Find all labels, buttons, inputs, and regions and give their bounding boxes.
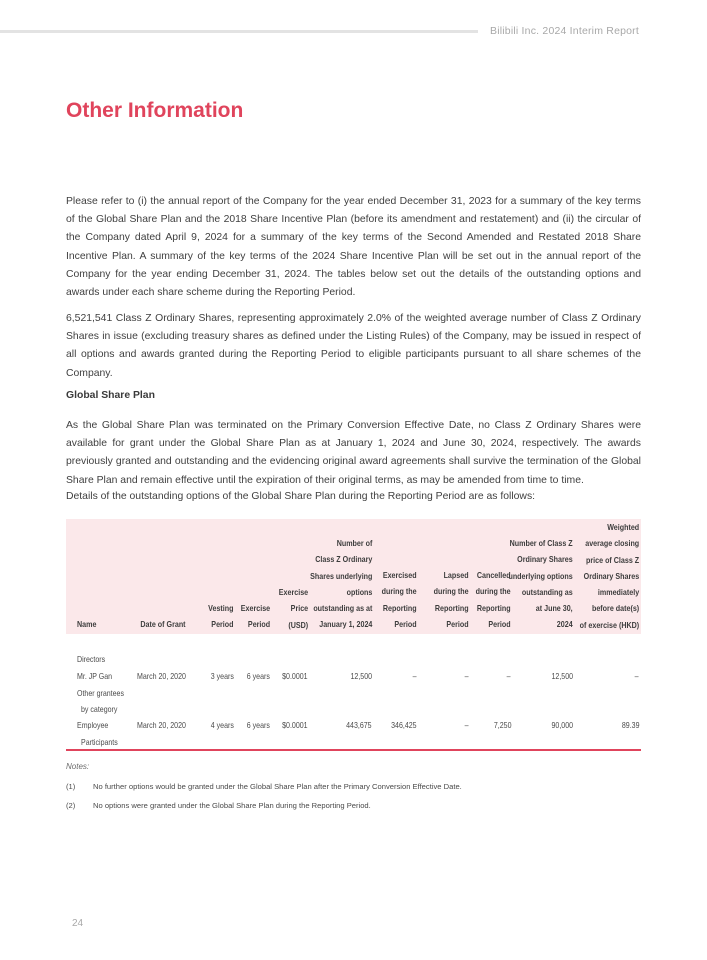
header-cancelled: Cancelled during the Reporting Period xyxy=(476,570,511,629)
note-number: (1) xyxy=(66,782,76,791)
header-lapsed: Lapsed during the Reporting Period xyxy=(434,570,469,629)
group-label-directors: Directors xyxy=(77,655,106,664)
row-date: March 20, 2020 xyxy=(137,721,186,730)
group-label-other-grantees: Other grantees xyxy=(77,689,124,698)
header-weighted-price: Weighted average closing price of Class Z Ordinary Shares immediately before date(s) of exercise (HKD) xyxy=(579,522,639,630)
page-number: 24 xyxy=(72,918,84,929)
section-heading: Global Share Plan xyxy=(66,390,155,401)
row-lapsed: – xyxy=(465,672,469,681)
table-bottom-rule xyxy=(66,749,641,751)
row-opening: 443,675 xyxy=(346,721,372,730)
row-cancelled: 7,250 xyxy=(493,721,511,730)
row-name: Mr. JP Gan xyxy=(77,672,113,681)
details-paragraph: Details of the outstanding options of the Global Share Plan during the Reporting Period are as follows: xyxy=(66,491,536,502)
row-name: Employee xyxy=(77,721,109,730)
header-opening-balance: Number of Class Z Ordinary Shares underlying options outstanding as at January 1, 2024 xyxy=(309,538,372,630)
row-price: $0.0001 xyxy=(282,672,308,681)
row-weighted: 89.39 xyxy=(621,721,639,730)
row-vesting: 3 years xyxy=(210,672,234,681)
row-exercise-period: 6 years xyxy=(246,721,270,730)
row-exercised: 346,425 xyxy=(391,721,417,730)
page-title: Other Information xyxy=(66,99,244,122)
report-title: Bilibili Inc. 2024 Interim Report xyxy=(490,25,639,37)
header-rule xyxy=(0,30,478,33)
notes-title: Notes: xyxy=(66,762,90,771)
row-weighted: – xyxy=(635,672,639,681)
note-text: No options were granted under the Global Share Plan during the Reporting Period. xyxy=(93,801,371,810)
row-exercised: – xyxy=(413,672,417,681)
note-item xyxy=(66,782,462,791)
note-text: No further options would be granted under the Global Share Plan after the Primary Conversion Effective Date. xyxy=(93,782,462,791)
plan-paragraph: As the Global Share Plan was terminated on the Primary Conversion Effective Date, no Class Z Ordinary Shares were available for grant under the Global Share Plan as at January 1, 2024 and June 30, 2024, respectively. The awards previously granted and outstanding and the evidencing original award agreements shall survive the termination of the Global Share Plan and remain effective until the expiration of their original terms, as may be amended from time to time. xyxy=(66,420,641,486)
header-vesting: Vesting Period xyxy=(208,603,234,630)
row-date: March 20, 2020 xyxy=(137,672,186,681)
shares-paragraph: 6,521,541 Class Z Ordinary Shares, representing approximately 2.0% of the weighted average number of Class Z Ordinary Shares in issue (excluding treasury shares as defined under the Listing Rules) of the Company, may be issued in respect of all options and awards granted during the Reporting Period to eligible participants pursuant to all share schemes of the Company. xyxy=(66,313,641,379)
header-closing-balance: Number of Class Z Ordinary Shares underlying options outstanding as at June 30, 2024 xyxy=(508,538,573,630)
note-item xyxy=(66,801,371,810)
row-closing: 90,000 xyxy=(551,721,573,730)
row-lapsed: – xyxy=(465,721,469,730)
row-closing: 12,500 xyxy=(551,672,573,681)
header-date: Date of Grant xyxy=(140,619,186,629)
row-cancelled: – xyxy=(507,672,511,681)
header-exercise-price: Exercise Price (USD) xyxy=(278,587,308,630)
row-exercise-period: 6 years xyxy=(246,672,270,681)
note-number: (2) xyxy=(66,801,76,810)
intro-paragraph: Please refer to (i) the annual report of the Company for the year ended December 31, 2023 for a summary of the key terms of the Global Share Plan and the 2018 Share Incentive Plan (before its amendment and restatement) and (ii) the circular of the Company dated April 9, 2024 for a summary of the key terms of the Second Amended and Restated 2018 Share Incentive Plan. A summary of the key terms of the 2024 Share Incentive Plan will be set out in the annual report of the Company for the year ending December 31, 2024. The tables below set out the details of the outstanding options and awards under each share scheme during the Reporting Period. xyxy=(66,196,641,299)
row-opening: 12,500 xyxy=(350,672,372,681)
row-price: $0.0001 xyxy=(282,721,308,730)
header-name: Name xyxy=(77,619,97,629)
group-label-by-category: by category xyxy=(81,705,118,714)
row-vesting: 4 years xyxy=(210,721,234,730)
row-name-cont: Participants xyxy=(81,738,118,747)
header-exercise-period: Exercise Period xyxy=(240,603,270,630)
header-exercised: Exercised during the Reporting Period xyxy=(382,570,417,629)
